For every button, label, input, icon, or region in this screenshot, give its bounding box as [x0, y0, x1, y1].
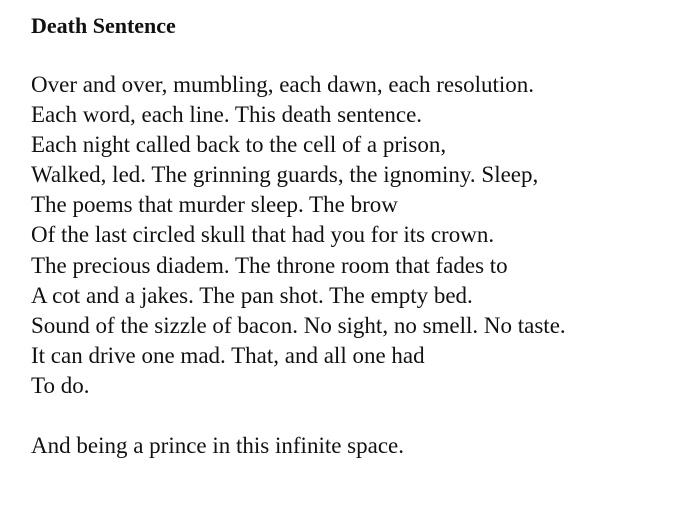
poem-line: The precious diadem. The throne room that fades to	[31, 252, 508, 278]
poem-line: Walked, led. The grinning guards, the ignominy. Sleep,	[31, 162, 539, 188]
poem-line: Of the last circled skull that had you for its crown.	[31, 222, 495, 248]
poem-line: And being a prince in this infinite space.	[31, 433, 405, 459]
poem-line: The poems that murder sleep. The brow	[31, 192, 398, 218]
poem-line: Each word, each line. This death sentence.	[31, 102, 423, 128]
poem-line: Sound of the sizzle of bacon. No sight, no smell. No taste.	[31, 312, 566, 338]
poem-line: Over and over, mumbling, each dawn, each resolution.	[31, 72, 535, 97]
poem-line: A cot and a jakes. The pan shot. The empty bed.	[31, 282, 473, 308]
poem-line: It can drive one mad. That, and all one had	[31, 342, 425, 368]
poem-line: Each night called back to the cell of a prison,	[31, 132, 447, 158]
poem-title: Death Sentence	[31, 13, 176, 38]
stanza-1	[31, 70, 686, 401]
poem-line: To do.	[31, 372, 90, 398]
stanza-2	[31, 431, 686, 461]
poem-page	[31, 10, 686, 461]
